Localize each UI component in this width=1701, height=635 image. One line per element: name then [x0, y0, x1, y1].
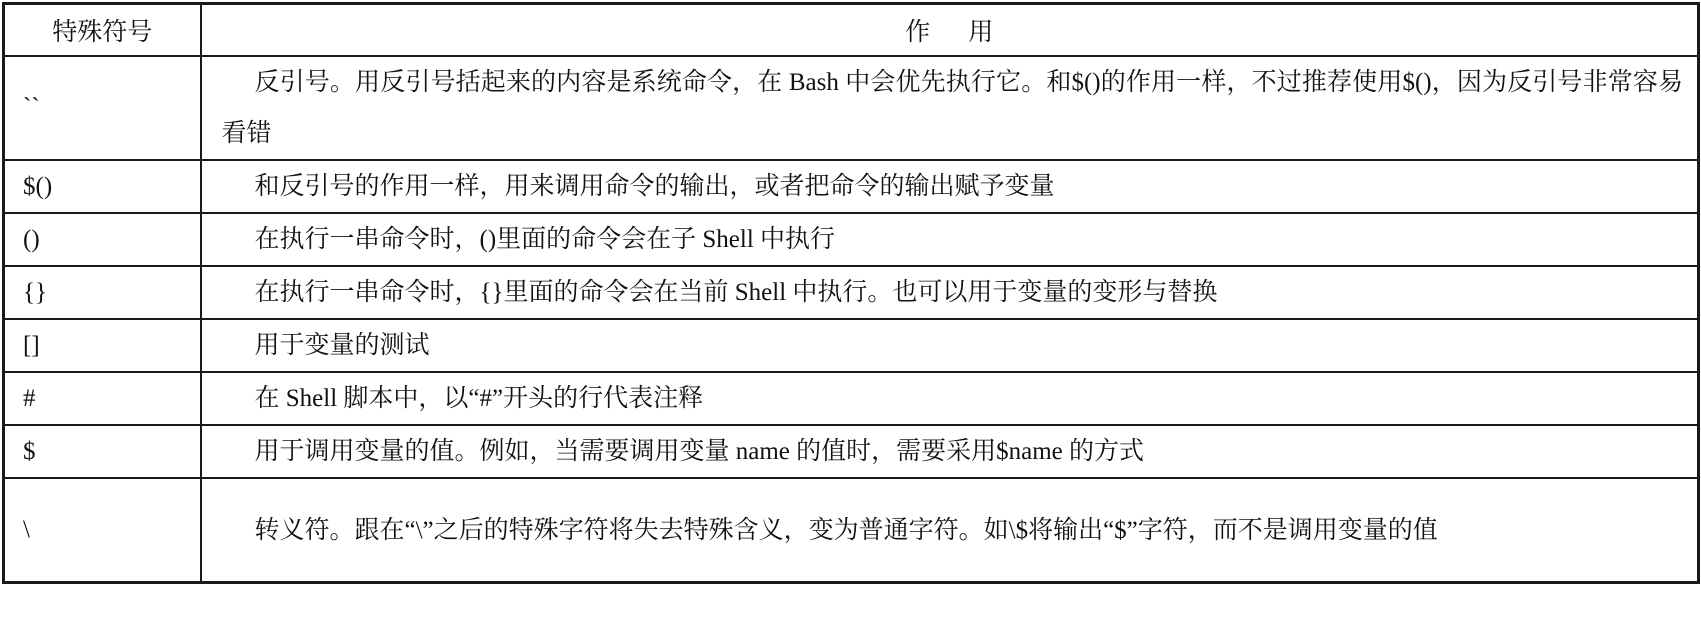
table-row — [4, 425, 1699, 478]
row-description — [201, 319, 1699, 372]
row-symbol: $() — [4, 160, 201, 213]
table-row — [4, 213, 1699, 266]
row-description — [201, 478, 1699, 583]
row-symbol: {} — [4, 266, 201, 319]
header-function-label: 作用 — [905, 17, 1032, 46]
row-description — [201, 213, 1699, 266]
row-description-text: 在 Shell 脚本中，以“#”开头的行代表注释 — [254, 385, 704, 412]
row-description-text: 用于调用变量的值。例如，当需要调用变量 name 的值时，需要采用$name 的方式 — [254, 438, 1145, 465]
table-row — [4, 319, 1699, 372]
table-row — [4, 56, 1699, 160]
row-description-text: 和反引号的作用一样，用来调用命令的输出，或者把命令的输出赋予变量 — [254, 173, 1055, 200]
row-symbol: `` — [4, 56, 201, 160]
row-description-text: 反引号。用反引号括起来的内容是系统命令，在 Bash 中会优先执行它。和$()的作用一样，不过推荐使用$()，因为反引号非常容易看错 — [221, 69, 1683, 147]
row-symbol: [] — [4, 319, 201, 372]
table-row — [4, 478, 1699, 583]
table-row — [4, 160, 1699, 213]
table-row — [4, 266, 1699, 319]
table-header-row — [4, 4, 1699, 57]
header-function — [201, 4, 1699, 57]
table-row — [4, 372, 1699, 425]
row-description — [201, 372, 1699, 425]
special-symbols-table-container — [2, 2, 1697, 584]
row-description-text: 在执行一串命令时，()里面的命令会在子 Shell 中执行 — [254, 226, 836, 253]
header-symbol: 特殊符号 — [4, 4, 201, 57]
row-description-text: 在执行一串命令时，{}里面的命令会在当前 Shell 中执行。也可以用于变量的变形与替换 — [254, 279, 1218, 306]
special-symbols-table — [2, 2, 1700, 584]
row-description — [201, 160, 1699, 213]
row-symbol: \ — [4, 478, 201, 583]
row-symbol: () — [4, 213, 201, 266]
row-symbol: # — [4, 372, 201, 425]
row-description — [201, 56, 1699, 160]
row-symbol: $ — [4, 425, 201, 478]
row-description — [201, 266, 1699, 319]
row-description-text: 转义符。跟在“\”之后的特殊字符将失去特殊含义，变为普通字符。如\$将输出“$”字符，而不是调用变量的值 — [254, 516, 1438, 544]
row-description-text: 用于变量的测试 — [254, 332, 430, 359]
row-description — [201, 425, 1699, 478]
